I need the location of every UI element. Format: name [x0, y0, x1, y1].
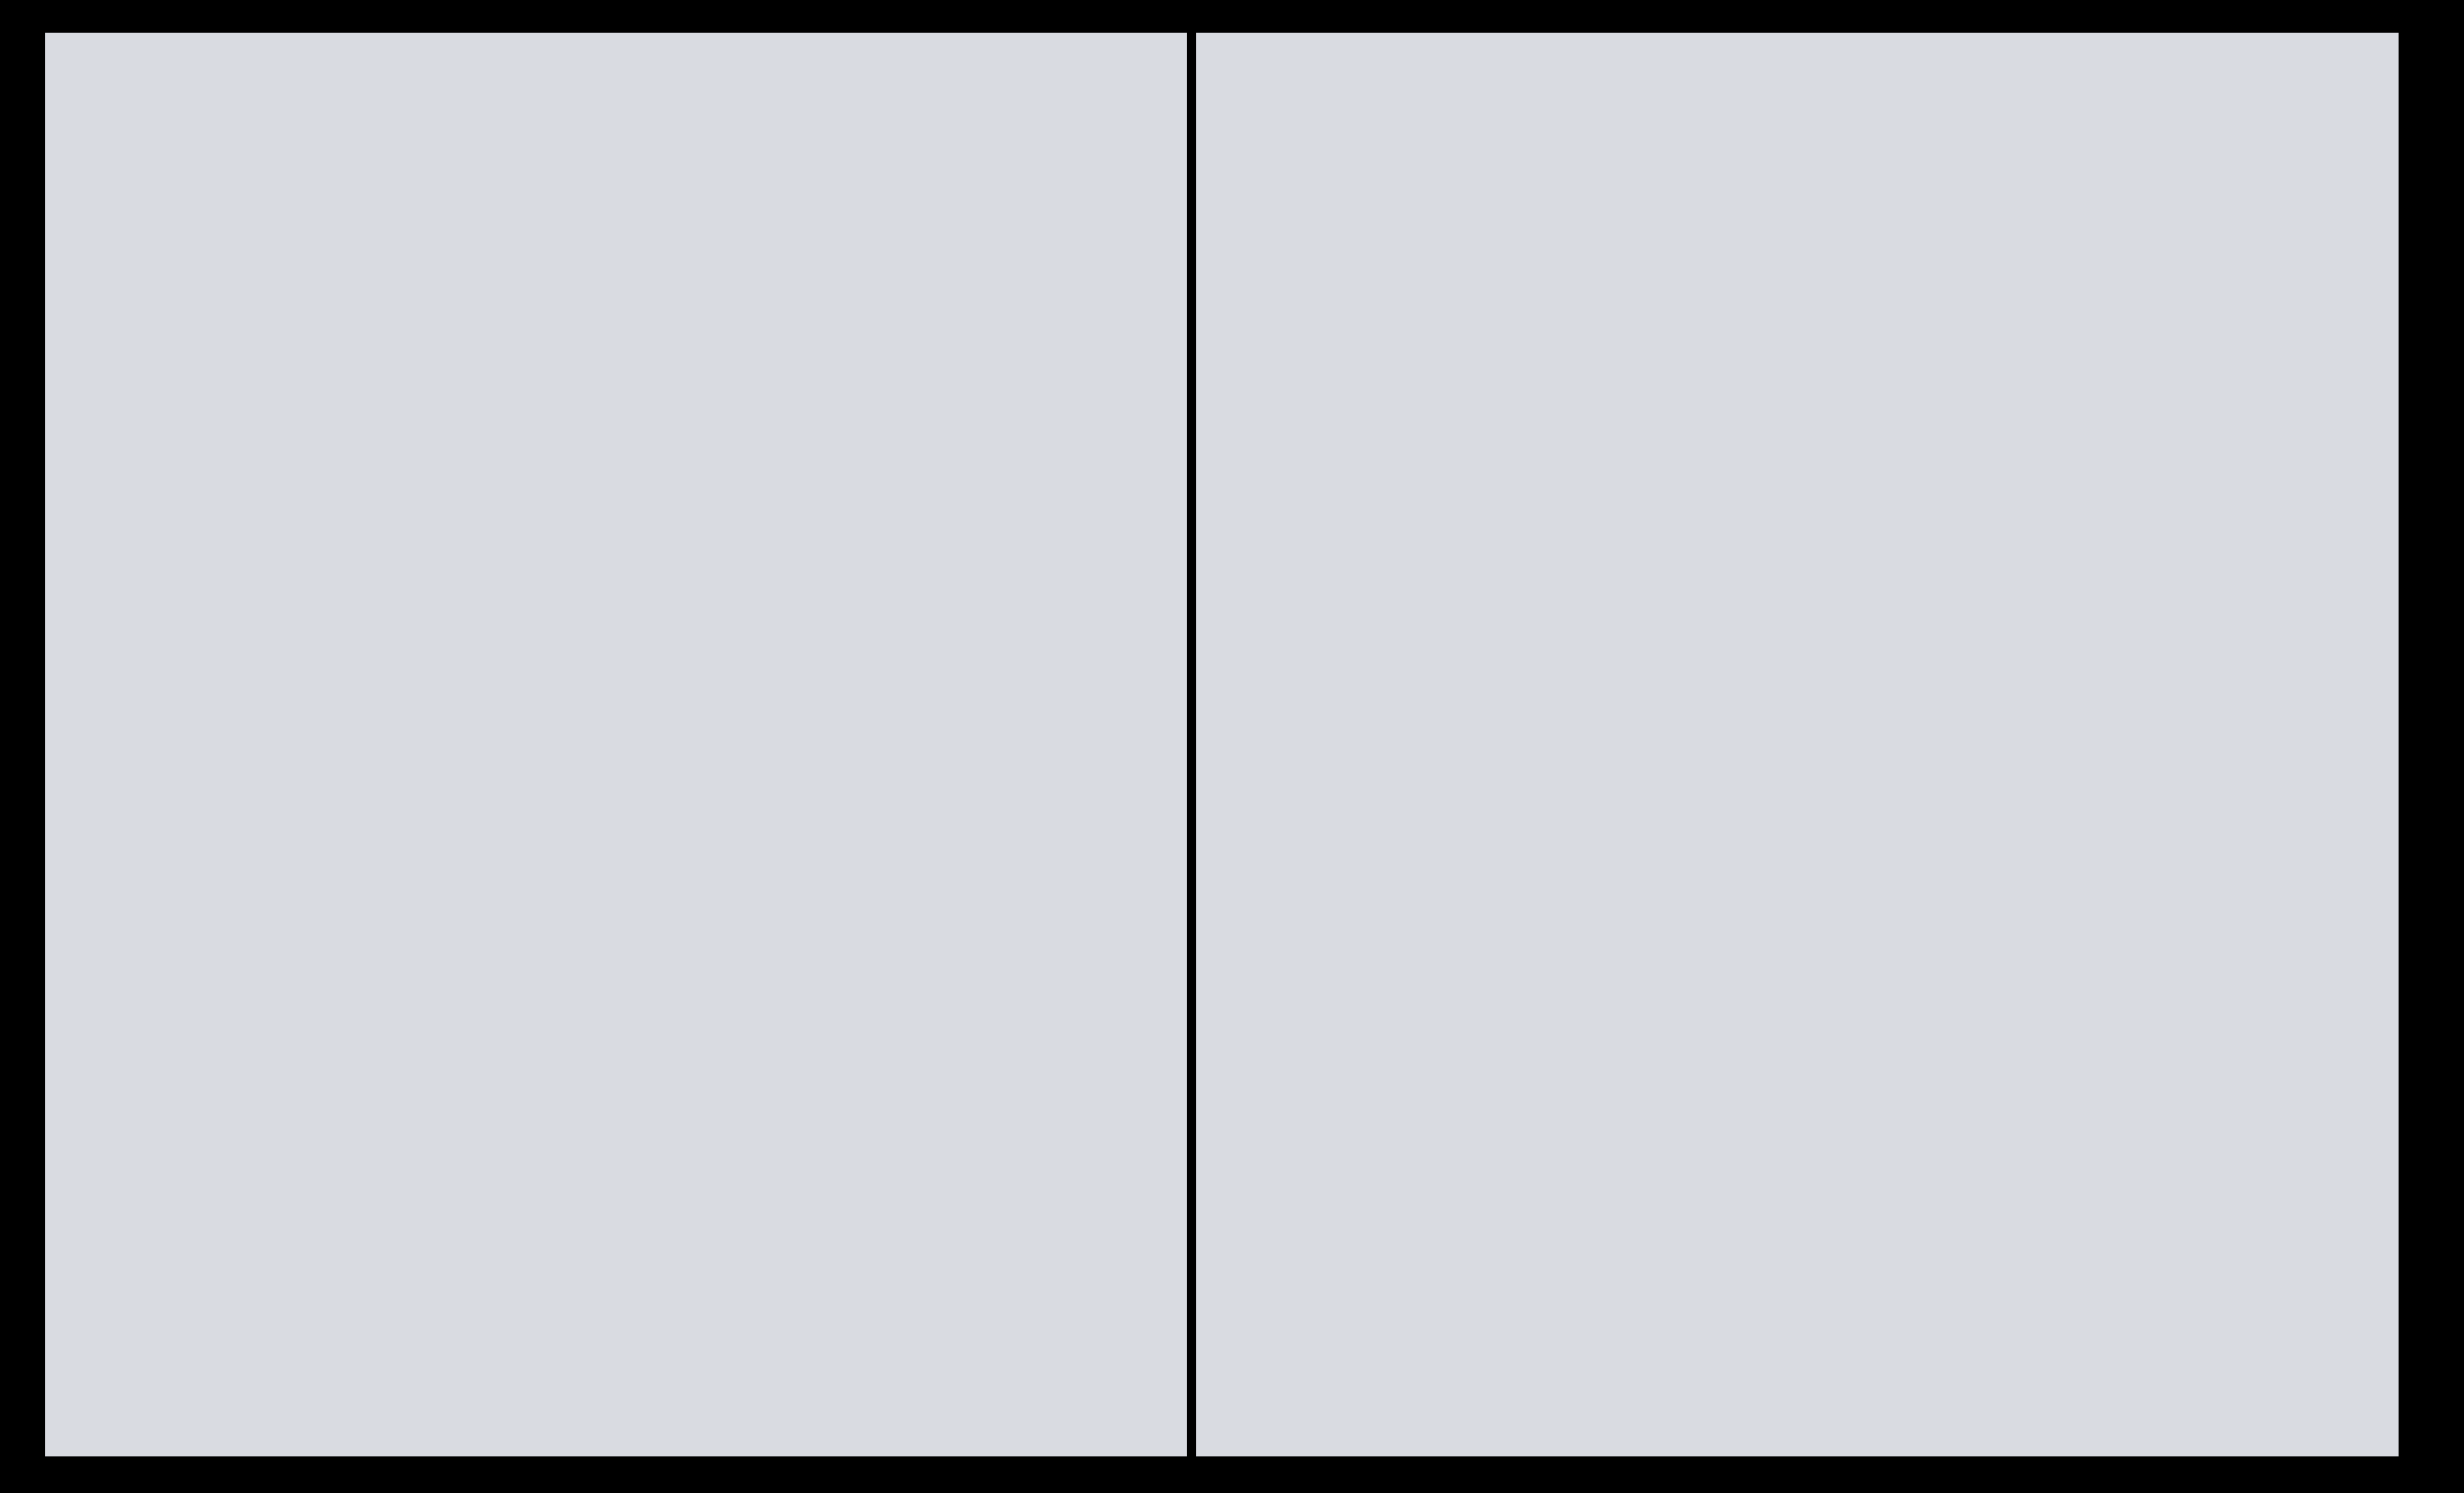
right-page [1196, 33, 2399, 1456]
left-page [45, 33, 1187, 1456]
